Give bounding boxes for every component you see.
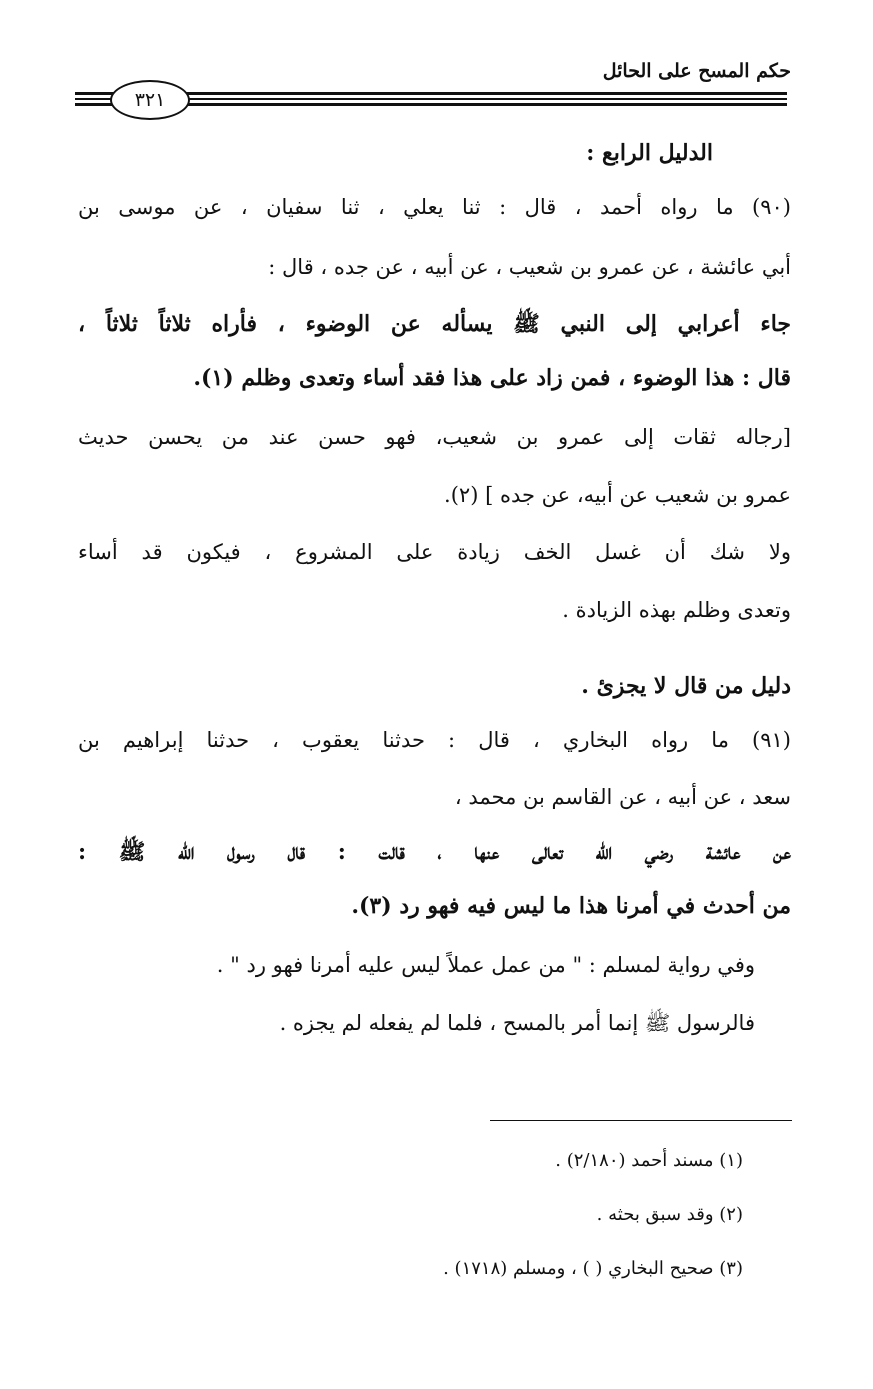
hadith-line: من أحدث في أمرنا هذا ما ليس فيه فهو رد (٣).: [351, 893, 791, 919]
hadith-line: عن عائشة رضي الله تعالى عنها ، قالت : قال رسول الله ﷺ :: [78, 839, 791, 865]
footnote: (٣) صحيح البخاري ( ) ، ومسلم (١٧١٨) .: [443, 1258, 743, 1279]
text-line: أبي عائشة ، عن عمرو بن شعيب ، عن أبيه ، عن جده ، قال :: [268, 255, 791, 279]
text-line: وفي رواية لمسلم : " من عمل عملاً ليس عليه أمرنا فهو رد " .: [216, 953, 755, 977]
footnote: (٢) وقد سبق بحثه .: [596, 1204, 743, 1225]
footnote: (١) مسند أحمد (٢/١٨٠) .: [555, 1150, 743, 1171]
text-line: سعد ، عن أبيه ، عن القاسم بن محمد ،: [454, 785, 791, 809]
text-line: [رجاله ثقات إلى عمرو بن شعيب، فهو حسن عند من يحسن حديث: [78, 425, 791, 449]
text-line: عمرو بن شعيب عن أبيه، عن جده ] (٢).: [444, 483, 791, 507]
hadith-line: قال : هذا الوضوء ، فمن زاد على هذا فقد أساء وتعدى وظلم (١).: [193, 365, 791, 391]
page-number: ٣٢١: [110, 80, 190, 120]
footnote-separator: [490, 1120, 792, 1121]
text-line: ولا شك أن غسل الخف زيادة على المشروع ، فيكون قد أساء: [78, 540, 791, 564]
text-line: (٩١) ما رواه البخاري ، قال : حدثنا يعقوب ، حدثنا إبراهيم بن: [78, 728, 791, 752]
text-line: (٩٠) ما رواه أحمد ، قال : ثنا يعلي ، ثنا سفيان ، عن موسى بن: [78, 195, 791, 219]
hadith-line: جاء أعرابي إلى النبي ﷺ يسأله عن الوضوء ، فأراه ثلاثاً ثلاثاً ،: [78, 311, 791, 337]
text-line: وتعدى وظلم بهذه الزيادة .: [562, 598, 791, 622]
text-line: فالرسول ﷺ إنما أمر بالمسح ، فلما لم يفعله لم يجزه .: [279, 1011, 755, 1035]
running-header-title: حكم المسح على الحائل: [602, 60, 791, 82]
section-heading: الدليل الرابع :: [586, 140, 713, 166]
section-heading: دليل من قال لا يجزئ .: [581, 673, 791, 699]
